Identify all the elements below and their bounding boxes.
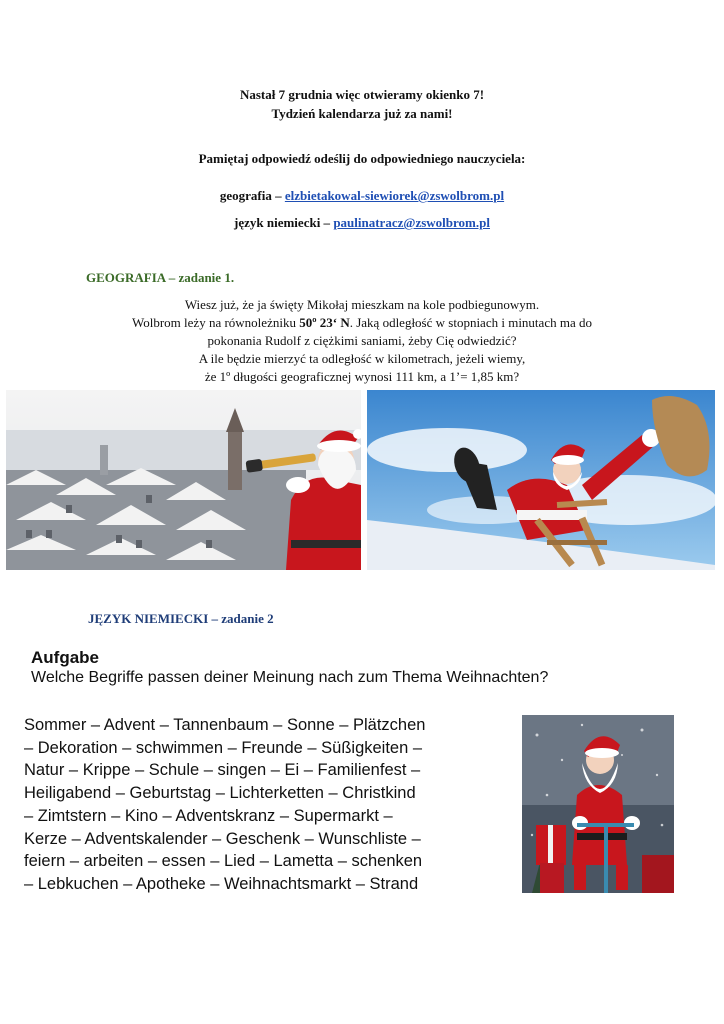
santa-sled-photo	[367, 390, 715, 570]
contact-geografia	[0, 187, 724, 205]
word-line: Sommer – Advent – Tannenbaum – Sonne – Plätzchen	[24, 716, 426, 734]
geografia-line-2	[0, 314, 724, 332]
latitude-value: 50º 23‘ N	[299, 315, 350, 330]
geografia-task-text	[0, 296, 724, 386]
word-line: feiern – arbeiten – essen – Lied – Lametta – schenken	[24, 852, 423, 871]
word-line: – Lebkuchen – Apotheke – Weihnachtsmarkt – Strand	[24, 874, 419, 893]
word-line: – Dekoration – schwimmen – Freunde – Süßigkeiten –	[24, 738, 423, 757]
geografia-line-2c: . Jaką odległość w stopniach i minutach ma do	[349, 315, 592, 330]
geografia-line-1: Wiesz już, że ja święty Mikołaj mieszkam na kole podbiegunowym.	[184, 297, 540, 312]
intro-line-2: Tydzień kalendarza już za nami!	[271, 106, 453, 121]
reminder-text: Pamiętaj odpowiedź odeślij do odpowiedniego nauczyciela:	[198, 151, 526, 166]
contact-niemiecki	[0, 214, 724, 232]
aufgabe-question: Welche Begriffe passen deiner Meinung nach zum Thema Weihnachten?	[31, 669, 549, 686]
niemiecki-heading: JĘZYK NIEMIECKI – zadanie 2	[88, 611, 274, 626]
email-link-niemiecki[interactable]: paulinatracz@zswolbrom.pl	[333, 215, 490, 230]
santa-telescope-photo	[6, 390, 361, 570]
santa-bicycle-photo	[522, 715, 674, 893]
geografia-heading: GEOGRAFIA – zadanie 1.	[86, 270, 235, 285]
geografia-line-3: pokonania Rudolf z ciężkimi saniami, żeby Cię odwiedzić?	[207, 333, 517, 348]
contact-geografia-label: geografia –	[219, 188, 285, 203]
word-line: – Zimtstern – Kino – Adventskranz – Supermarkt –	[24, 806, 393, 825]
email-link-geografia[interactable]: elzbietakowal-siewiorek@zswolbrom.pl	[284, 188, 505, 203]
intro-line-1: Nastał 7 grudnia więc otwieramy okienko 7!	[239, 87, 485, 102]
word-line: Kerze – Adventskalender – Geschenk – Wunschliste –	[24, 829, 421, 848]
geografia-line-5: że 1º długości geograficznej wynosi 111 km, a 1’= 1,85 km?	[204, 369, 520, 384]
aufgabe-title: Aufgabe	[31, 648, 99, 667]
word-list	[24, 714, 425, 896]
word-line: Natur – Krippe – Schule – singen – Ei – Familienfest –	[24, 761, 421, 780]
contact-niemiecki-label: język niemiecki –	[234, 215, 334, 230]
geografia-line-2a: Wolbrom leży na równoleżniku	[132, 315, 300, 330]
geografia-line-4: A ile będzie mierzyć ta odległość w kilometrach, jeżeli wiemy,	[198, 351, 526, 366]
word-line: Heiligabend – Geburtstag – Lichterketten – Christkind	[24, 784, 416, 803]
